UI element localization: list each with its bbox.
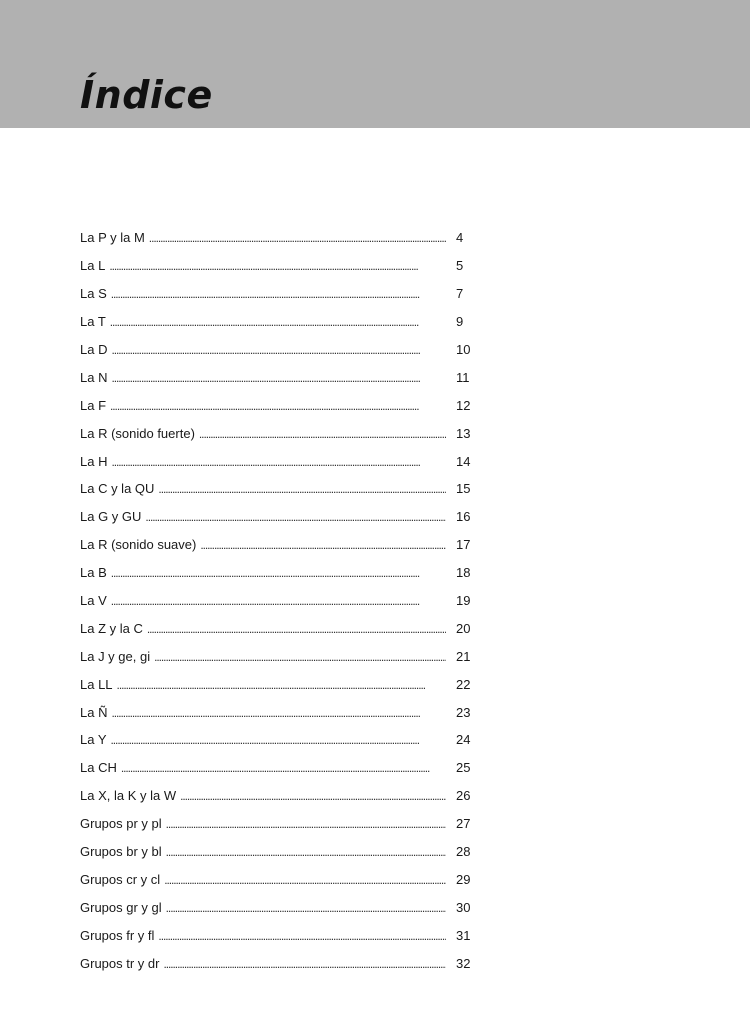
toc-entry-label: La X, la K y la W (80, 788, 177, 804)
toc-entry-label: La R (sonido fuerte) (80, 425, 195, 441)
toc-entry-label: La F (80, 397, 107, 413)
toc-entry (80, 280, 480, 308)
toc-entry-label: La Y (80, 732, 107, 748)
dot-leader (164, 872, 446, 887)
toc-entry (80, 642, 480, 670)
toc-entry-label: La LL (80, 676, 113, 692)
dot-leader (158, 481, 446, 496)
toc-entry-label: Grupos gr y gl (80, 899, 162, 915)
toc-entry-page-number: 31 (456, 927, 471, 943)
toc-entry-page-number: 7 (456, 286, 464, 302)
toc-entry (80, 698, 480, 726)
dot-leader (111, 732, 446, 747)
dot-leader (109, 258, 446, 273)
toc-entry-label: La V (80, 593, 107, 609)
toc-entry-label: La Z y la C (80, 620, 143, 636)
dot-leader (111, 705, 446, 720)
toc-entry (80, 447, 480, 475)
dot-leader (117, 677, 446, 692)
toc-entry-label: La P y la M (80, 230, 145, 246)
toc-entry (80, 363, 480, 391)
toc-entry-label: Grupos fr y fl (80, 927, 155, 943)
toc-entry-page-number: 12 (456, 397, 471, 413)
dot-leader (110, 314, 446, 329)
table-of-contents (80, 224, 480, 977)
toc-entry-page-number: 21 (456, 648, 471, 664)
toc-entry-label: La B (80, 565, 107, 581)
toc-entry-label: La J y ge, gi (80, 648, 151, 664)
dot-leader (111, 370, 446, 385)
dot-leader (111, 593, 446, 608)
dot-leader (111, 454, 446, 469)
toc-entry-label: La G y GU (80, 509, 142, 525)
toc-entry-label: La Ñ (80, 704, 108, 720)
dot-leader (200, 537, 446, 552)
dot-leader (166, 900, 446, 915)
toc-entry-label: La S (80, 286, 107, 302)
toc-entry (80, 587, 480, 615)
toc-entry-page-number: 17 (456, 537, 471, 553)
toc-entry-page-number: 11 (456, 369, 470, 385)
toc-entry-page-number: 16 (456, 509, 471, 525)
toc-entry-page-number: 32 (456, 955, 471, 971)
toc-entry (80, 754, 480, 782)
dot-leader (145, 509, 446, 524)
toc-entry (80, 838, 480, 866)
toc-entry-page-number: 29 (456, 871, 471, 887)
toc-entry (80, 670, 480, 698)
toc-entry (80, 531, 480, 559)
toc-entry-page-number: 27 (456, 816, 471, 832)
toc-entry-page-number: 4 (456, 230, 464, 246)
dot-leader (111, 565, 446, 580)
dot-leader (149, 230, 446, 245)
toc-entry (80, 308, 480, 336)
toc-entry-page-number: 15 (456, 481, 471, 497)
dot-leader (154, 649, 446, 664)
toc-entry-page-number: 24 (456, 732, 471, 748)
toc-entry-page-number: 22 (456, 676, 471, 692)
dot-leader (163, 956, 446, 971)
toc-entry-label: Grupos cr y cl (80, 871, 161, 887)
toc-entry-label: La D (80, 342, 108, 357)
toc-entry (80, 503, 480, 531)
toc-entry-page-number: 20 (456, 620, 471, 636)
dot-leader (147, 621, 446, 636)
dot-leader (111, 342, 446, 357)
toc-entry (80, 252, 480, 280)
toc-entry-label: La N (80, 369, 108, 385)
page-title: Índice (80, 73, 213, 117)
toc-entry (80, 893, 480, 921)
toc-entry (80, 726, 480, 754)
toc-entry-label: La R (sonido suave) (80, 537, 197, 553)
dot-leader (110, 398, 446, 413)
toc-entry-label: La CH (80, 760, 117, 776)
toc-entry (80, 559, 480, 587)
toc-entry-page-number: 23 (456, 704, 471, 720)
toc-entry-label: Grupos pr y pl (80, 816, 162, 832)
dot-leader (180, 788, 446, 803)
toc-entry-page-number: 25 (456, 760, 471, 776)
dot-leader (166, 816, 446, 831)
dot-leader (199, 426, 446, 441)
header-band (0, 0, 750, 128)
toc-entry-page-number: 28 (456, 844, 471, 860)
toc-entry (80, 782, 480, 810)
toc-entry-page-number: 18 (456, 565, 471, 581)
toc-entry (80, 336, 480, 364)
toc-entry-label: La T (80, 314, 106, 330)
toc-entry (80, 224, 480, 252)
toc-entry-page-number: 30 (456, 899, 471, 915)
toc-entry-label: Grupos br y bl (80, 844, 162, 860)
toc-entry-page-number: 19 (456, 593, 471, 609)
dot-leader (166, 844, 446, 859)
toc-entry-label: Grupos tr y dr (80, 955, 160, 971)
toc-entry (80, 949, 480, 977)
toc-entry (80, 475, 480, 503)
toc-entry (80, 391, 480, 419)
toc-entry-label: La L (80, 258, 106, 274)
toc-entry (80, 419, 480, 447)
toc-entry-page-number: 26 (456, 788, 471, 804)
toc-entry (80, 921, 480, 949)
dot-leader (158, 928, 446, 943)
toc-entry-page-number: 9 (456, 314, 464, 330)
toc-entry-page-number: 5 (456, 258, 464, 274)
dot-leader (121, 760, 446, 775)
toc-entry-label: La H (80, 453, 108, 469)
toc-entry-label: La C y la QU (80, 481, 155, 497)
toc-entry (80, 865, 480, 893)
toc-entry-page-number: 13 (456, 425, 471, 441)
toc-entry-page-number: 14 (456, 453, 471, 469)
toc-entry (80, 614, 480, 642)
toc-entry (80, 810, 480, 838)
toc-entry-page-number: 10 (456, 342, 471, 357)
dot-leader (111, 286, 446, 301)
